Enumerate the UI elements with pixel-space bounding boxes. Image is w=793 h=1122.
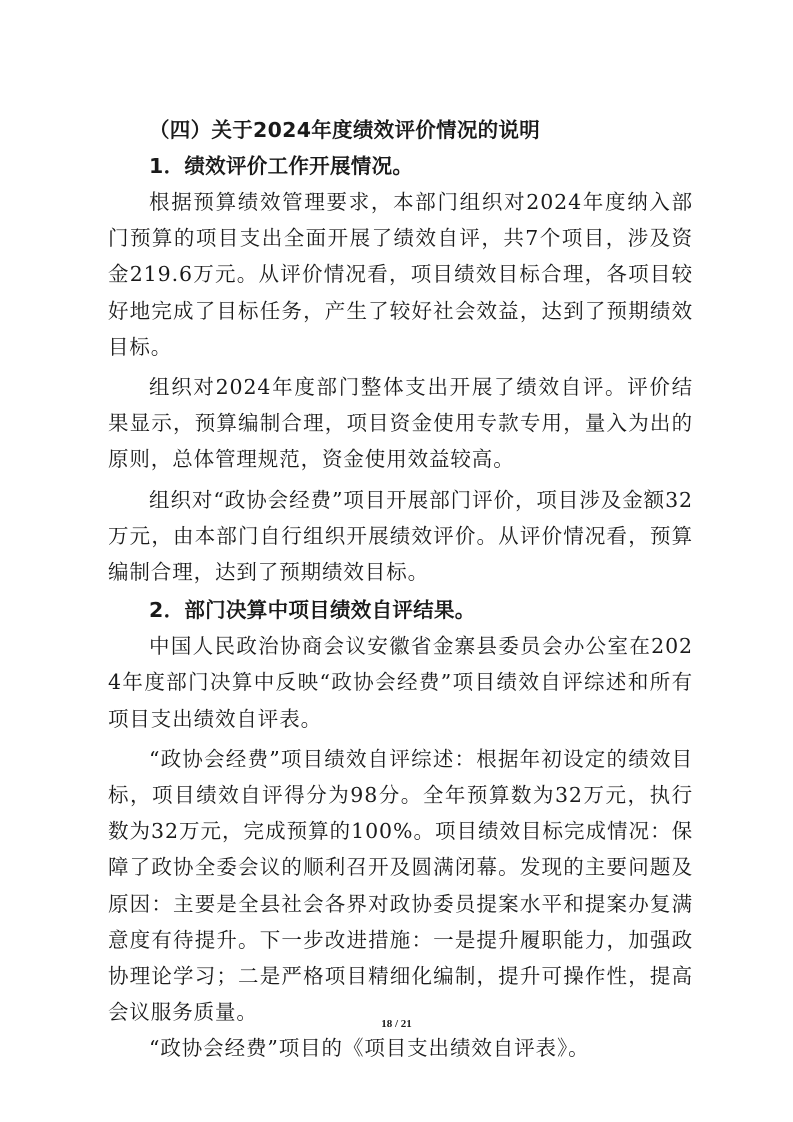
page-number: 18 / 21 <box>381 1018 412 1030</box>
paragraph-1: 根据预算绩效管理要求，本部门组织对2024年度纳入部门预算的项目支出全面开展了绩效自评，共7个项目，涉及资金219.6万元。从评价情况看，项目绩效目标合理，各项目较好地完成了目标任务，产生了较好社会效益，达到了预期绩效目标。 <box>108 190 693 359</box>
paragraph-4: 中国人民政治协商会议安徽省金寨县委员会办公室在2024年度部门决算中反映“政协会经费”项目绩效自评综述和所有项目支出绩效自评表。 <box>108 634 693 731</box>
paragraph-3: 组织对“政协会经费”项目开展部门评价，项目涉及金额32万元，由本部门自行组织开展绩效评价。从评价情况看，预算编制合理，达到了预期绩效目标。 <box>108 487 693 585</box>
paragraph-5: “政协会经费”项目绩效自评综述：根据年初设定的绩效目标，项目绩效自评得分为98分。全年预算数为32万元，执行数为32万元，完成预算的100%。项目绩效目标完成情况：保障了政协全委会议的顺利召开及圆满闭幕。发现的主要问题及原因：主要是全县社会各界对政协委员提案水平和提案办复满意度有待提升。下一步改进措施：一是提升履职能力，加强政协理论学习；二是严格项目精细化编制，提升可操作性，提高会议服务质量。 <box>108 746 693 1025</box>
document-body <box>108 112 693 1067</box>
paragraph-6: “政协会经费”项目的《项目支出绩效自评表》。 <box>149 1036 590 1061</box>
section-heading: （四）关于2024年度绩效评价情况的说明 <box>149 118 541 142</box>
subsection-heading-1: 1．绩效评价工作开展情况。 <box>149 154 414 178</box>
subsection-heading-2: 2．部门决算中项目绩效自评结果。 <box>149 598 476 623</box>
paragraph-2: 组织对2024年度部门整体支出开展了绩效自评。评价结果显示，预算编制合理，项目资金使用专款专用，量入为出的原则，总体管理规范，资金使用效益较高。 <box>108 375 693 472</box>
